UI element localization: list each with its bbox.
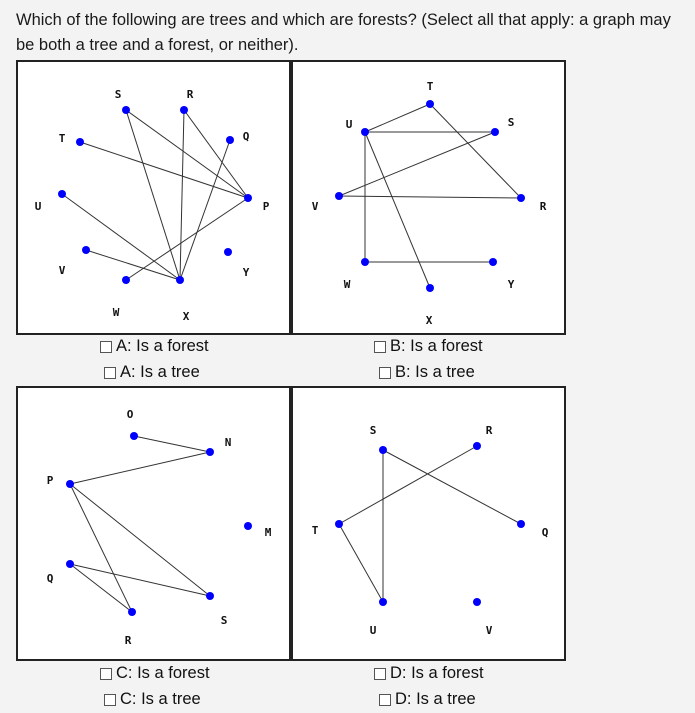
graph-a-label-s: S [114, 88, 122, 101]
graph-a-vertex-y [224, 248, 232, 256]
graph-b-edge-v-r [339, 196, 521, 198]
graph-c-vertex-s [206, 592, 214, 600]
option-a-forest-label: A: Is a forest [116, 337, 209, 355]
graph-a-vertex-r [180, 106, 188, 114]
graph-a-label-t: T [58, 132, 66, 145]
graph-c-vertex-r [128, 608, 136, 616]
graph-c-panel [16, 386, 291, 661]
checkbox-a-tree[interactable] [104, 367, 116, 379]
graph-a-edge-s-x [126, 110, 180, 280]
graph-c-vertex-o [130, 432, 138, 440]
graph-c-label-p: P [46, 474, 54, 487]
graph-a-vertex-v [82, 246, 90, 254]
graph-c-label-q: Q [46, 572, 54, 585]
option-a-forest[interactable] [100, 337, 209, 356]
graph-c-edge-p-s [70, 484, 210, 596]
graph-a-edge-q-x [180, 140, 230, 280]
graph-a-vertex-t [76, 138, 84, 146]
graph-a-edge-r-x [180, 110, 184, 280]
question-text: Which of the following are trees and which are forests? (Select all that apply: a graph may be both a tree and a forest, or neither). [16, 11, 671, 54]
graph-a-label-q: Q [242, 130, 250, 143]
option-d-tree[interactable] [379, 690, 476, 709]
graph-b-edge-v-s [339, 132, 495, 196]
graph-c-label-n: N [224, 436, 232, 449]
checkbox-c-forest[interactable] [100, 668, 112, 680]
graph-d-vertex-q [517, 520, 525, 528]
graph-a-edge-r-p [184, 110, 248, 198]
graph-b-drawing [293, 62, 564, 333]
graph-d-vertex-u [379, 598, 387, 606]
graph-b-vertex-u [361, 128, 369, 136]
checkbox-c-tree[interactable] [104, 694, 116, 706]
graph-a-edge-s-p [126, 110, 248, 198]
graph-c-edge-p-r [70, 484, 132, 612]
graph-b-vertex-w [361, 258, 369, 266]
graph-a-vertex-q [226, 136, 234, 144]
graph-a-vertex-x [176, 276, 184, 284]
graph-b-vertex-t [426, 100, 434, 108]
graph-c-edge-o-n [134, 436, 210, 452]
graph-a-edge-t-p [80, 142, 248, 198]
graph-a-label-x: X [182, 310, 190, 323]
graph-b-label-r: R [539, 200, 547, 213]
graph-a-panel [16, 60, 291, 335]
graph-b-label-v: V [311, 200, 319, 213]
graph-d-label-s: S [369, 424, 377, 437]
graph-d-label-q: Q [541, 526, 549, 539]
option-b-tree[interactable] [379, 363, 475, 382]
option-d-forest[interactable] [374, 664, 484, 683]
graph-a-label-v: V [58, 264, 66, 277]
graph-d-panel [291, 386, 566, 661]
graph-b-label-s: S [507, 116, 515, 129]
checkbox-b-forest[interactable] [374, 341, 386, 353]
graph-a-label-u: U [34, 200, 42, 213]
graph-d-vertex-s [379, 446, 387, 454]
option-c-forest-label: C: Is a forest [116, 664, 210, 682]
option-c-tree-label: C: Is a tree [120, 690, 201, 708]
option-d-tree-label: D: Is a tree [395, 690, 476, 708]
checkbox-a-forest[interactable] [100, 341, 112, 353]
graph-c-vertex-m [244, 522, 252, 530]
graph-a-label-w: W [112, 306, 120, 319]
graph-b-vertex-r [517, 194, 525, 202]
graph-a-edge-w-p [126, 198, 248, 280]
graph-d-label-v: V [485, 624, 493, 637]
graph-c-vertex-p [66, 480, 74, 488]
graph-b-edge-u-t [365, 104, 430, 132]
graph-d-drawing [293, 388, 564, 659]
graph-b-vertex-s [491, 128, 499, 136]
checkbox-b-tree[interactable] [379, 367, 391, 379]
checkbox-d-forest[interactable] [374, 668, 386, 680]
graph-d-edge-t-r [339, 446, 477, 524]
graph-c-label-s: S [220, 614, 228, 627]
graph-a-vertex-p [244, 194, 252, 202]
graph-d-label-r: R [485, 424, 493, 437]
graph-b-vertex-x [426, 284, 434, 292]
graph-b-label-x: X [425, 314, 433, 327]
graph-d-label-t: T [311, 524, 319, 537]
graph-a-vertex-s [122, 106, 130, 114]
graph-a-label-y: Y [242, 266, 250, 279]
option-a-tree[interactable] [104, 363, 200, 382]
graph-b-vertex-v [335, 192, 343, 200]
graph-d-vertex-v [473, 598, 481, 606]
graph-c-label-o: O [126, 408, 134, 421]
graph-a-edge-u-x [62, 194, 180, 280]
option-b-tree-label: B: Is a tree [395, 363, 475, 381]
graph-c-vertex-q [66, 560, 74, 568]
graph-a-label-r: R [186, 88, 194, 101]
graph-a-label-p: P [262, 200, 270, 213]
checkbox-d-tree[interactable] [379, 694, 391, 706]
option-c-forest[interactable] [100, 664, 210, 683]
graph-d-edge-t-u [339, 524, 383, 602]
graph-b-label-w: W [343, 278, 351, 291]
graph-c-label-m: M [264, 526, 272, 539]
graph-c-drawing [18, 388, 289, 659]
graph-b-label-u: U [345, 118, 353, 131]
graph-c-vertex-n [206, 448, 214, 456]
graph-b-label-y: Y [507, 278, 515, 291]
graph-b-panel [291, 60, 566, 335]
option-d-forest-label: D: Is a forest [390, 664, 484, 682]
graph-d-label-u: U [369, 624, 377, 637]
graph-b-edge-u-x [365, 132, 430, 288]
option-a-tree-label: A: Is a tree [120, 363, 200, 381]
option-c-tree[interactable] [104, 690, 201, 709]
graph-d-vertex-r [473, 442, 481, 450]
graph-d-vertex-t [335, 520, 343, 528]
graph-a-vertex-u [58, 190, 66, 198]
option-b-forest[interactable] [374, 337, 483, 356]
graph-c-label-r: R [124, 634, 132, 647]
option-b-forest-label: B: Is a forest [390, 337, 483, 355]
graph-a-vertex-w [122, 276, 130, 284]
graph-b-vertex-y [489, 258, 497, 266]
graph-c-edge-p-n [70, 452, 210, 484]
graph-a-drawing [18, 62, 289, 333]
graph-b-label-t: T [426, 80, 434, 93]
